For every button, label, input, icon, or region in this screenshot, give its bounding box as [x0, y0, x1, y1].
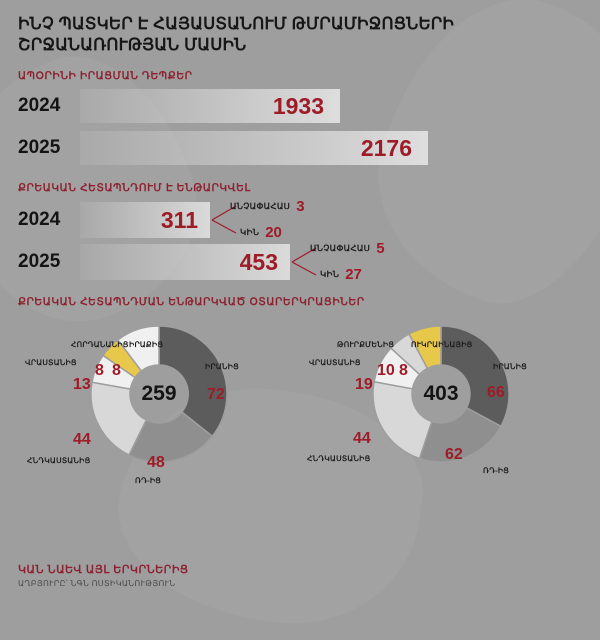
- prosecution-year-2024: 2024: [18, 209, 61, 231]
- donut-2025-value-iran: 66: [487, 384, 505, 402]
- prosecution-value-2024: 311: [160, 206, 198, 233]
- prosecution-label: ՔՐԵԱԿԱՆ ՀԵՏԱՊՆԴՈՒՄ Է ԵՆԹԱՐԿՎԵԼ: [18, 182, 251, 195]
- bar-value-2025: 2176: [360, 134, 412, 161]
- breakdown-women-2024: [240, 224, 282, 241]
- donut-2025-label-turkmen: ԹՈՒՐՔՄԵՆԻՑ: [337, 340, 395, 350]
- donut-2025-label-iran: ԻՐԱՆԻՑ: [493, 362, 527, 372]
- donut-2024-label-india: ՀՆԴԿԱՍՏԱՆԻՑ: [27, 456, 91, 466]
- bar-value-2024: 1933: [272, 92, 324, 119]
- donut-2024-label-iraq: ԻՐԱՔԻՑ: [129, 340, 164, 350]
- donut-2024-value-jordan: 8: [95, 362, 104, 380]
- donut-2025-label-rd: ՌԴ-ԻՑ: [483, 466, 510, 476]
- donut-2024: [25, 314, 293, 484]
- footer: [18, 563, 189, 588]
- donut-2024-value-india: 44: [73, 431, 91, 449]
- prosecution-row: [18, 242, 582, 282]
- illegal-sales-label: ԱՊՕՐԻՆԻ ԻՐԱՑՄԱՆ ԴԵՊՔԵՐ: [18, 70, 193, 83]
- breakdown-minor-value: 5: [376, 240, 385, 258]
- donut-2024-label-rd: ՌԴ-ԻՑ: [135, 476, 162, 486]
- prosecution-track-2024: [80, 202, 210, 238]
- breakdown-minor-2025: [310, 240, 385, 257]
- illegal-sales-section: [18, 70, 582, 166]
- donut-2024-value-georgia: 13: [73, 376, 91, 394]
- donut-2024-value-iraq: 8: [112, 362, 121, 380]
- breakdown-women-value: 27: [345, 266, 362, 284]
- donut-2024-value-rd: 48: [147, 454, 165, 472]
- breakdown-minor-2024: [230, 198, 305, 215]
- donut-2025: [307, 314, 575, 484]
- foreigners-label: ՔՐԵԱԿԱՆ ՀԵՏԱՊՆԴՄԱՆ ԵՆԹԱՐԿՎԱԾ ՕՏԱՐԵՐԿՐԱՑԻՆԵՐ: [18, 296, 365, 309]
- donut-2025-total: 403: [423, 382, 459, 406]
- donut-2024-label-jordan: ՀՈՐԴԱՆԱՆԻՑ: [71, 340, 129, 350]
- donut-charts: [18, 314, 582, 484]
- footer-source: ԱՂԲՅՈՒՐԸ՝ ՆԳՆ ՈՍՏԻԿԱՆՈՒԹՅՈՒՆ: [18, 579, 176, 588]
- bar-track-2024: [80, 89, 340, 123]
- breakdown-women-label: ԿԻՆ: [320, 269, 340, 280]
- prosecution-breakdown-2024: [210, 200, 360, 240]
- donut-2024-total: 259: [141, 382, 177, 406]
- donut-2024-label-georgia: ՎՐԱՍՏԱՆԻՑ: [25, 358, 77, 368]
- prosecution-breakdown-2025: [290, 242, 440, 282]
- breakdown-minor-value: 3: [296, 198, 305, 216]
- donut-2025-label-ukraine: ՈՒԿՐԱԻՆԱՅԻՑ: [411, 340, 473, 350]
- donut-2025-value-turkmen: 10: [377, 362, 395, 380]
- donut-2024-value-iran: 72: [207, 386, 225, 404]
- prosecution-value-2025: 453: [239, 248, 278, 275]
- bar-row: [18, 130, 582, 166]
- donut-2025-value-ukraine: 8: [399, 362, 408, 380]
- prosecution-row: [18, 200, 582, 240]
- breakdown-minor-label: ԱՆՉԱՓԱՀԱՍ: [310, 243, 371, 254]
- prosecution-track-2025: [80, 244, 290, 280]
- donut-2024-label-iran: ԻՐԱՆԻՑ: [205, 362, 239, 372]
- footer-note: ԿԱՆ ՆԱԵՎ ԱՅԼ ԵՐԿՐՆԵՐԻՑ: [18, 564, 189, 576]
- breakdown-minor-label: ԱՆՉԱՓԱՀԱՍ: [230, 201, 291, 212]
- bar-track-2025: [80, 131, 428, 165]
- prosecution-section: [18, 182, 582, 282]
- bar-year-2025: 2025: [18, 137, 61, 159]
- page-title: ԻՆՉ ՊԱՏԿԵՐ Է ՀԱՅԱՍՏԱՆՈՒՄ ԹՄՐԱՄԻՋՈՑՆԵՐԻ ՇՐՋԱՆԱՌՈՒԹՅԱՆ ՄԱՍԻՆ: [18, 15, 455, 55]
- donut-2025-label-georgia: ՎՐԱՍՏԱՆԻՑ: [309, 358, 361, 368]
- bar-year-2024: 2024: [18, 95, 61, 117]
- prosecution-year-2025: 2025: [18, 251, 61, 273]
- foreigners-section: [18, 296, 582, 484]
- donut-2025-label-india: ՀՆԴԿԱՍՏԱՆԻՑ: [307, 454, 371, 464]
- bar-row: [18, 88, 582, 124]
- breakdown-women-label: ԿԻՆ: [240, 227, 260, 238]
- donut-2025-value-rd: 62: [445, 446, 463, 464]
- breakdown-women-2025: [320, 266, 362, 283]
- donut-2025-value-india: 44: [353, 430, 371, 448]
- donut-2025-value-georgia: 19: [355, 376, 373, 394]
- breakdown-women-value: 20: [265, 224, 282, 242]
